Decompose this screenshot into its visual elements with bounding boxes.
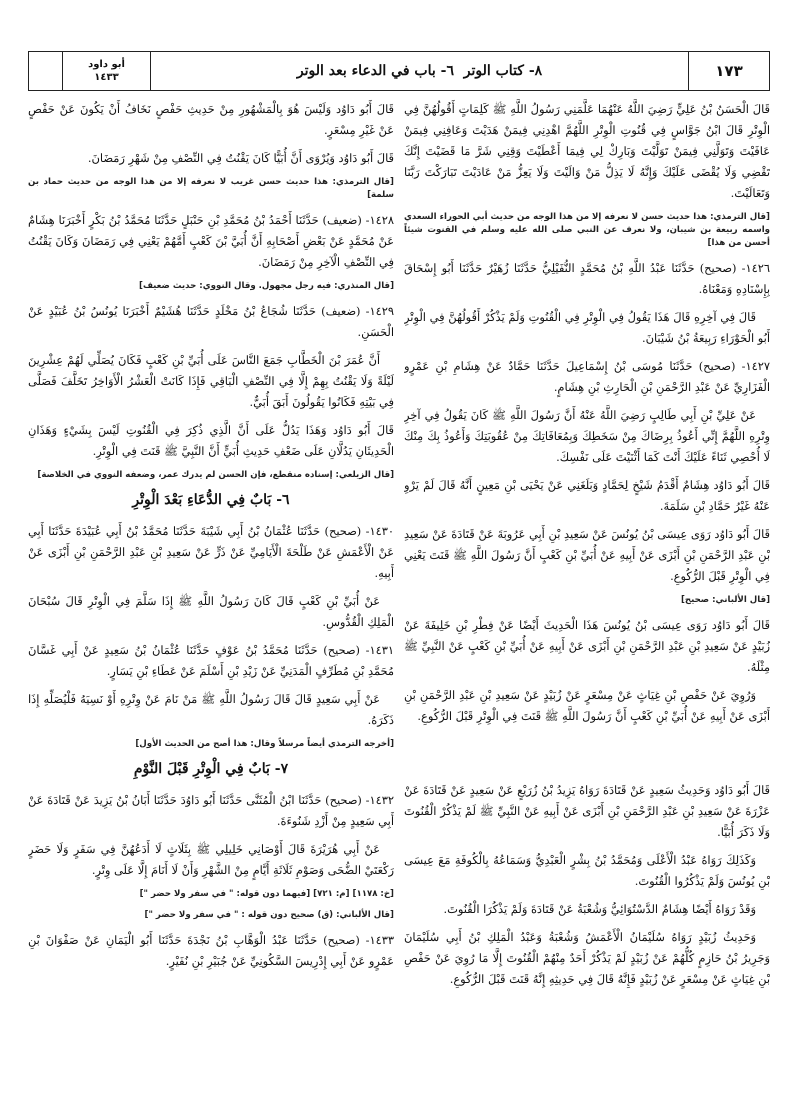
footnote: [خ: ١١٧٨] [م: ٧٢١] [فيهما دون قوله: " في سفر ولا حضر "] bbox=[139, 889, 394, 899]
paragraph: قَالَ أَبُو دَاوُد وَيُرْوَى أَنَّ أُبَيًّا كَانَ يَقْنُتُ فِي النِّصْفِ مِنْ شَهْرِ رَمَضَانَ. bbox=[87, 151, 394, 165]
book-name: أبو داود bbox=[88, 59, 125, 70]
paragraph: قَالَ أَبُو دَاوُد رَوَى عِيسَى بْنُ يُونُسَ هَذَا الْحَدِيثَ أَيْضًا عَنْ فِطْرِ بْنِ خَلِيفَةَ عَنْ زُبَيْدٍ عَنْ سَعِيدِ بْنِ عَبْدِ الرَّحْمَنِ بْنِ أَبْزَى عَنْ أَبِيهِ عَنْ أُبَيِّ بْنِ كَعْبٍ عَنْ النَّبِيِّ ﷺ مِثْلَهُ. bbox=[404, 618, 770, 674]
header-book-info bbox=[63, 52, 151, 90]
footnote: [قال الترمذي: هذا حديث حسن غريب لا نعرفه إلا من هذا الوجه من حديث حماد بن سلمة] bbox=[28, 177, 394, 200]
paragraph: ١٤٢٩- (ضعيف) حَدَّثَنَا شُجَاعُ بْنُ مَخْلَدٍ حَدَّثَنَا هُشَيْمٌ أَخْبَرَنَا يُونُسُ بْنُ عُبَيْدٍ عَنْ الْحَسَنِ. bbox=[28, 304, 394, 339]
column-gap bbox=[404, 734, 770, 780]
paragraph: ١٤٣٠- (صحيح) حَدَّثَنَا عُثْمَانُ بْنُ أَبِي شَيْبَةَ حَدَّثَنَا مُحَمَّدُ بْنُ أَبِي عُبَيْدَةَ حَدَّثَنَا أَبِي عَنْ الْأَعْمَشِ عَنْ طَلْحَةَ الْأَيَامِيِّ عَنْ ذَرٍّ عَنْ سَعِيدِ بْنِ عَبْدِ الرَّحْمَنِ بْنِ أَبْزَى عَنْ أَبِيهِ. bbox=[28, 524, 394, 580]
section-title: ٦- باب في الدعاء بعد الوتر bbox=[296, 63, 454, 79]
paragraph: وَرُوِيَ عَنْ حَفْصِ بْنِ غِيَاثٍ عَنْ مِسْعَرٍ عَنْ زُبَيْدٍ عَنْ سَعِيدِ بْنِ عَبْدِ الرَّحْمَنِ بْنِ أَبْزَى عَنْ أَبِيهِ عَنْ أُبَيِّ بْنِ كَعْبٍ أَنَّ رَسُولَ اللَّهِ ﷺ قَنَتَ فِي الْوِتْرِ قَبْلَ الرُّكُوعِ. bbox=[404, 688, 770, 723]
paragraph: عَنْ أَبِي سَعِيدٍ قَالَ قَالَ رَسُولُ اللَّهِ ﷺ مَنْ نَامَ عَنْ وِتْرِهِ أَوْ نَسِيَهُ فَلْيُصَلِّهِ إِذَا ذَكَرَهُ. bbox=[28, 692, 394, 727]
footnote: [قال الزيلعي: إسناده منقطع، فإن الحسن لم يدرك عمر، وضعفه النووي في الخلاصة] bbox=[37, 470, 394, 480]
footnote: [قال الألباني: (ق) صحيح دون قوله : " في سفر ولا حضر "] bbox=[144, 910, 394, 920]
running-header bbox=[28, 51, 770, 91]
paragraph: ١٤٣٢- (صحيح) حَدَّثَنَا ابْنُ الْمُثَنَّى حَدَّثَنَا أَبُو دَاوُدَ حَدَّثَنَا أَبَانُ بْنُ يَزِيدَ عَنْ قَتَادَةَ عَنْ أَبِي سَعِيدٍ مِنْ أَزْدِ شَنُوءَةَ. bbox=[28, 793, 394, 828]
paragraph: ١٤٢٦- (صحيح) حَدَّثَنَا عَبْدُ اللَّهِ بْنُ مُحَمَّدٍ النُّفَيْلِيُّ حَدَّثَنَا زُهَيْرٌ حَدَّثَنَا أَبُو إِسْحَاقَ بِإِسْنَادِهِ وَمَعْنَاهُ. bbox=[404, 261, 770, 296]
section-heading: ٧- بَابٌ فِي الْوِتْرِ قَبْلَ النَّوْمِ bbox=[133, 761, 289, 777]
paragraph: وَقَدْ رَوَاهُ أَيْضًا هِشَامٌ الدَّسْتُوَائِيُّ وَشُعْبَةُ عَنْ قَتَادَةَ وَلَمْ يَذْكُرَا الْقُنُوتَ. bbox=[443, 902, 756, 916]
paragraph: عَنْ أَبِي هُرَيْرَةَ قَالَ أَوْصَانِي خَلِيلِي ﷺ بِثَلَاثٍ لَا أَدَعُهُنَّ فِي سَفَرٍ وَلَا حَضَرٍ رَكْعَتَيْ الضُّحَى وَصَوْمِ ثَلَاثَةِ أَيَّامٍ مِنْ الشَّهْرِ وَأَنْ لَا أَنَامَ إِلَّا عَلَى وِتْرٍ. bbox=[28, 842, 394, 877]
text-columns bbox=[28, 99, 770, 1095]
paragraph: ١٤٢٧- (صحيح) حَدَّثَنَا مُوسَى بْنُ إِسْمَاعِيلَ حَدَّثَنَا حَمَّادٌ عَنْ هِشَامِ بْنِ عَمْرٍو الْفَزَارِيِّ عَنْ عَبْدِ الرَّحْمَنِ بْنِ الْحَارِثِ بْنِ هِشَامٍ. bbox=[404, 359, 770, 394]
footnote: [قال الترمذي: هذا حديث حسن لا نعرفه إلا من هذا الوجه من حديث أبي الحوراء السعدي واسمه ربيعة بن شيبان، ولا نعرف عن النبي صلى الله عليه وسلم في القنوت شيئاً أحسن من هذا] bbox=[404, 212, 770, 248]
paragraph: قَالَ أَبُو دَاوُد وَحَدِيثُ سَعِيدٍ عَنْ قَتَادَةَ رَوَاهُ يَزِيدُ بْنُ زُرَيْعٍ عَنْ سَعِيدٍ عَنْ قَتَادَةَ عَنْ عَزْرَةَ عَنْ سَعِيدِ بْنِ عَبْدِ الرَّحْمَنِ بْنِ أَبْزَى عَنْ أَبِيهِ عَنْ النَّبِيِّ ﷺ لَمْ يَذْكُرْ الْقُنُوتَ وَلَا ذَكَرَ أُبَيًّا. bbox=[404, 783, 770, 839]
paragraph: وَحَدِيثُ زُبَيْدٍ رَوَاهُ سُلَيْمَانُ الْأَعْمَشُ وَشُعْبَةُ وَعَبْدُ الْمَلِكِ بْنُ أَبِي سُلَيْمَانَ وَجَرِيرُ بْنُ حَازِمٍ كُلُّهُمْ عَنْ زُبَيْدٍ لَمْ يَذْكُرْ أَحَدٌ مِنْهُمْ الْقُنُوتَ إِلَّا مَا رُوِيَ عَنْ حَفْصِ بْنِ غِيَاثٍ عَنْ مِسْعَرٍ عَنْ زُبَيْدٍ فَإِنَّهُ قَالَ فِي حَدِيثِهِ إِنَّهُ قَنَتَ قَبْلَ الرُّكُوعِ. bbox=[404, 930, 770, 986]
footnote: [أخرجه الترمذي أيضاً مرسلاً وقال: هذا أصح من الحديث الأول] bbox=[135, 739, 394, 749]
footnote: [قال المنذري: فيه رجل مجهول. وقال النووي: حديث ضعيف] bbox=[139, 281, 394, 291]
paragraph: ١٤٢٨- (ضعيف) حَدَّثَنَا أَحْمَدُ بْنُ مُحَمَّدِ بْنِ حَنْبَلٍ حَدَّثَنَا مُحَمَّدُ بْنُ بَكْرٍ أَخْبَرَنَا هِشَامٌ عَنْ مُحَمَّدٍ عَنْ بَعْضِ أَصْحَابِهِ أَنَّ أُبَيَّ بْنَ كَعْبٍ أَمَّهُمْ يَعْنِي فِي رَمَضَانَ وَكَانَ يَقْنُتُ فِي النِّصْفِ الْآخِرِ مِنْ رَمَضَانَ. bbox=[28, 213, 394, 269]
paragraph: قَالَ أَبُو دَاوُد وَهَذَا يَدُلُّ عَلَى أَنَّ الَّذِي ذُكِرَ فِي الْقُنُوتِ لَيْسَ بِشَيْءٍ وَهَذَانِ الْحَدِيثَانِ يَدُلَّانِ عَلَى ضَعْفِ حَدِيثِ أُبَيٍّ أَنَّ النَّبِيَّ ﷺ قَنَتَ فِي الْوِتْرِ. bbox=[28, 423, 394, 458]
paragraph: وَكَذَلِكَ رَوَاهُ عَبْدُ الْأَعْلَى وَمُحَمَّدُ بْنُ بِشْرٍ الْعَبْدِيُّ وَسَمَاعُهُ بِالْكُوفَةِ مَعَ عِيسَى بْنِ يُونُسَ وَلَمْ يَذْكُرُوا الْقُنُوتَ. bbox=[404, 853, 770, 888]
chapter-title: ٨- كتاب الوتر bbox=[463, 63, 543, 79]
paragraph: عَنْ أُبَيِّ بْنِ كَعْبٍ قَالَ كَانَ رَسُولُ اللَّهِ ﷺ إِذَا سَلَّمَ فِي الْوِتْرِ قَالَ سُبْحَانَ الْمَلِكِ الْقُدُّوسِ. bbox=[28, 594, 394, 629]
footnote: [قال الألباني: صحيح] bbox=[680, 595, 770, 605]
book-number: ١٤٣٣ bbox=[94, 72, 119, 83]
page-number: ١٧٣ bbox=[715, 62, 743, 80]
paragraph: ١٤٣١- (صحيح) حَدَّثَنَا مُحَمَّدُ بْنُ عَوْفٍ حَدَّثَنَا عُثْمَانُ بْنُ سَعِيدٍ عَنْ أَبِي غَسَّانَ مُحَمَّدِ بْنِ مُطَرِّفٍ الْمَدَنِيِّ عَنْ زَيْدِ بْنِ أَسْلَمَ عَنْ عَطَاءِ بْنِ يَسَارٍ. bbox=[28, 643, 394, 678]
paragraph: قَالَ فِي آخِرِهِ قَالَ هَذَا يَقُولُ فِي الْوِتْرِ فِي الْقُنُوتِ وَلَمْ يَذْكُرْ أَقُولُهُنَّ فِي الْوِتْرِ أَبُو الْحَوْرَاءِ رَبِيعَةُ بْنُ شَيْبَانَ. bbox=[404, 310, 770, 345]
paragraph: أَنَّ عُمَرَ بْنَ الْخَطَّابِ جَمَعَ النَّاسَ عَلَى أُبَيِّ بْنِ كَعْبٍ فَكَانَ يُصَلِّي لَهُمْ عِشْرِينَ لَيْلَةً وَلَا يَقْنُتُ بِهِمْ إِلَّا فِي النِّصْفِ الْبَاقِي فَإِذَا كَانَتْ الْعَشْرُ الْأَوَاخِرُ تَخَلَّفَ فَصَلَّى فِي بَيْتِهِ فَكَانُوا يَقُولُونَ أَبَقَ أُبَيٌّ. bbox=[28, 353, 394, 409]
right-column bbox=[404, 99, 770, 1095]
header-blank-cell bbox=[29, 52, 63, 90]
paragraph: قَالَ أَبُو دَاوُد هِشَامٌ أَقْدَمُ شَيْخٍ لِحَمَّادٍ وَبَلَغَنِي عَنْ يَحْيَى بْنِ مَعِينٍ أَنَّهُ قَالَ لَمْ يَرْوِ عَنْهُ غَيْرُ حَمَّادِ بْنِ سَلَمَةَ. bbox=[404, 478, 770, 513]
paragraph: عَنْ عَلِيِّ بْنِ أَبِي طَالِبٍ رَضِيَ اللَّهُ عَنْهُ أَنَّ رَسُولَ اللَّهِ ﷺ كَانَ يَقُولُ فِي آخِرِ وِتْرِهِ اللَّهُمَّ إِنِّي أَعُوذُ بِرِضَاكَ مِنْ سَخَطِكَ وَبِمُعَافَاتِكَ مِنْ عُقُوبَتِكَ وَأَعُوذُ بِكَ مِنْكَ لَا أُحْصِي ثَنَاءً عَلَيْكَ أَنْتَ كَمَا أَثْنَيْتَ عَلَى نَفْسِكَ. bbox=[404, 408, 770, 464]
left-column bbox=[28, 99, 394, 1095]
paragraph: قَالَ أَبُو دَاوُد رَوَى عِيسَى بْنُ يُونُسَ عَنْ سَعِيدِ بْنِ أَبِي عَرُوبَةَ عَنْ قَتَادَةَ عَنْ سَعِيدِ بْنِ عَبْدِ الرَّحْمَنِ بْنِ أَبْزَى عَنْ أَبِيهِ عَنْ أُبَيِّ بْنِ كَعْبٍ أَنَّ رَسُولَ اللَّهِ ﷺ قَنَتَ يَعْنِي فِي الْوِتْرِ قَبْلَ الرُّكُوعِ. bbox=[404, 527, 770, 583]
section-heading: ٦- بَابٌ فِي الدُّعَاءِ بَعْدَ الْوِتْرِ bbox=[132, 492, 290, 508]
paragraph: قَالَ أَبُو دَاوُد وَلَيْسَ هُوَ بِالْمَشْهُورِ مِنْ حَدِيثِ حَفْصٍ نَخَافُ أَنْ يَكُونَ عَنْ حَفْصٍ عَنْ غَيْرِ مِسْعَرٍ. bbox=[28, 102, 394, 137]
header-title bbox=[151, 52, 689, 90]
book-page bbox=[28, 51, 770, 1095]
paragraph: قَالَ الْحَسَنُ بْنُ عَلِيٍّ رَضِيَ اللَّهُ عَنْهُمَا عَلَّمَنِي رَسُولُ اللَّهِ ﷺ كَلِمَاتٍ أَقُولُهُنَّ فِي الْوِتْرِ قَالَ ابْنُ جَوَّاسٍ فِي قُنُوتِ الْوِتْرِ اللَّهُمَّ اهْدِنِي فِيمَنْ هَدَيْتَ وَعَافِنِي فِيمَنْ عَافَيْتَ وَتَوَلَّنِي فِيمَنْ تَوَلَّيْتَ وَبَارِكْ لِي فِيمَا أَعْطَيْتَ وَقِنِي شَرَّ مَا قَضَيْتَ إِنَّكَ تَقْضِي وَلَا يُقْضَى عَلَيْكَ وَإِنَّهُ لَا يَذِلُّ مَنْ وَالَيْتَ وَلَا يَعِزُّ مَنْ عَادَيْتَ تَبَارَكْتَ رَبَّنَا وَتَعَالَيْتَ. bbox=[404, 102, 770, 200]
paragraph: ١٤٣٣- (صحيح) حَدَّثَنَا عَبْدُ الْوَهَّابِ بْنُ نَجْدَةَ حَدَّثَنَا أَبُو الْيَمَانِ عَنْ صَفْوَانَ بْنِ عَمْرٍو عَنْ أَبِي إِدْرِيسَ السَّكُونِيِّ عَنْ جُبَيْرِ بْنِ نُفَيْرٍ. bbox=[28, 933, 394, 968]
